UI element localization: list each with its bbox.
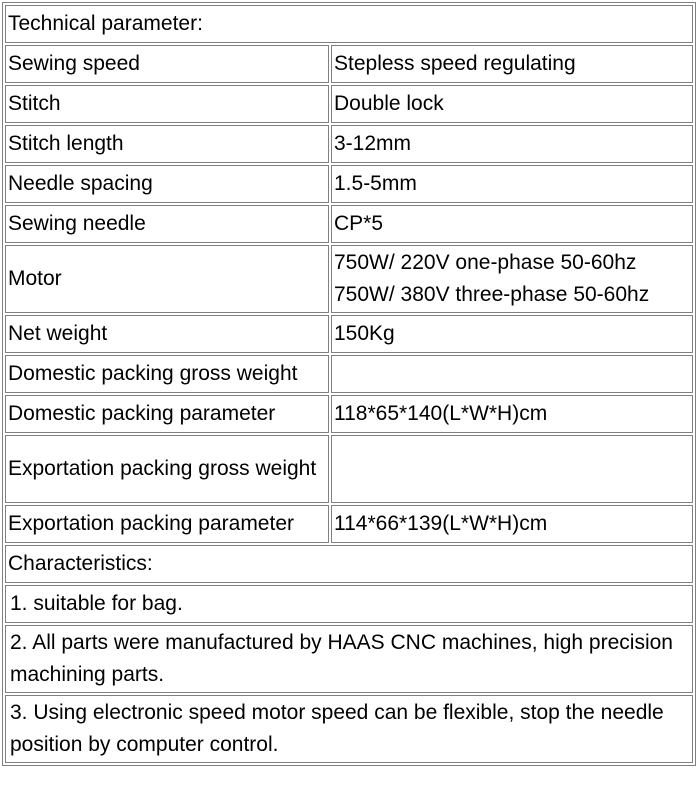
param-label: Stitch [5,85,329,123]
param-label: Domestic packing gross weight [5,355,329,393]
table-row [5,245,693,313]
param-label: Motor [5,245,329,313]
param-label: Exportation packing gross weight [5,435,329,503]
table-row [5,165,693,203]
table-row [5,85,693,123]
table-row [5,45,693,83]
motor-line: 750W/ 220V one-phase 50-60hz [334,251,637,274]
characteristics-header: Characteristics: [5,545,693,583]
table-row [5,505,693,543]
table-row [5,625,693,693]
param-label: Sewing needle [5,205,329,243]
characteristic-item: 3. Using electronic speed motor speed can be flexible, stop the needle position by computer control. [5,695,693,763]
param-value: Double lock [331,85,693,123]
table-row [5,315,693,353]
param-label: Needle spacing [5,165,329,203]
param-value-motor [331,245,693,313]
table-row [5,435,693,503]
table-row [5,355,693,393]
param-value: 150Kg [331,315,693,353]
table-row [5,395,693,433]
param-value: Stepless speed regulating [331,45,693,83]
param-label: Exportation packing parameter [5,505,329,543]
param-value: 114*66*139(L*W*H)cm [331,505,693,543]
table-row [5,695,693,763]
table-row [5,585,693,623]
table-row [5,125,693,163]
characteristic-item: 1. suitable for bag. [5,585,693,623]
param-label: Stitch length [5,125,329,163]
technical-parameter-header: Technical parameter: [5,5,693,43]
characteristic-item: 2. All parts were manufactured by HAAS CNC machines, high precision machining parts. [5,625,693,693]
table-row [5,5,693,43]
param-value: CP*5 [331,205,693,243]
spec-table [2,2,696,766]
param-label: Domestic packing parameter [5,395,329,433]
param-label: Sewing speed [5,45,329,83]
table-row [5,205,693,243]
param-value: 1.5-5mm [331,165,693,203]
param-label: Net weight [5,315,329,353]
param-value [331,355,693,393]
param-value: 3-12mm [331,125,693,163]
param-value: 118*65*140(L*W*H)cm [331,395,693,433]
motor-line: 750W/ 380V three-phase 50-60hz [334,283,650,306]
table-row [5,545,693,583]
param-value [331,435,693,503]
